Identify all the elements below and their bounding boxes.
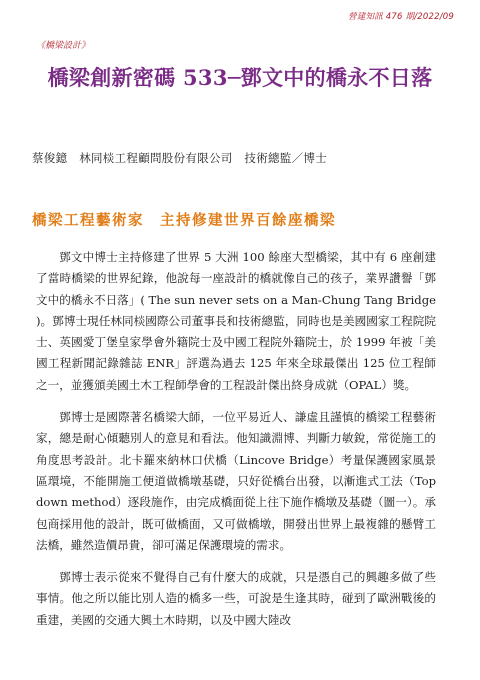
issue-reference: 營建知訊 476 期/2022/09 (348, 12, 454, 22)
section-heading: 橋梁工程藝術家 主持修建世界百餘座橋梁 (32, 212, 336, 229)
article-title: 橋梁創新密碼 533─鄧文中的橋永不日落 (47, 65, 433, 90)
body-paragraph: 鄧文中博士主持修建了世界 5 大洲 100 餘座大型橋梁，其中有 6 座創建了當時橋梁的世界紀錄，他說每一座設計的橋就像自己的孩子，業界讚譽「鄧文中的橋永不日落」( The sun never sets on a Man-Chung Tang Bridge )。鄧博士現任林同棪國際公司董事長和技術總監，同時也是美國國家工程院院士、英國愛丁堡皇家學會外籍院士及中國工程院外籍院士，於 1999 年被「美國工程新聞記錄雜誌 ENR」評選為過去 125 年來全球最傑出 125 位工程師之一，並獲頒美國土木工程師學會的工程設計傑出終身成就（OPAL）獎。 (36, 250, 437, 392)
author-line: 蔡俊鐿 林同棪工程顧問股份有限公司 技術總監／博士 (32, 151, 327, 165)
body-paragraph: 鄧博士表示從來不覺得自己有什麼大的成就，只是憑自己的興趣多做了些事情。他之所以能比別人造的橋多一些，可說是生逢其時，碰到了歐洲戰後的重建，美國的交通大興土木時期，以及中國大陸改 (36, 570, 436, 627)
category-label: 《橋梁設計》 (36, 41, 91, 51)
article-body (36, 247, 436, 642)
body-paragraph: 鄧博士是國際著名橋梁大師，一位平易近人、謙虛且謹慎的橋梁工程藝術家，總是耐心傾聽別人的意見和看法。他知識淵博、判斷力敏銳，常從施工的角度思考設計。北卡羅來納林口伏橋（Lincove Bridge）考量保護國家風景區環境，不能開施工便道做橋墩基礎，只好從橋台出發，以漸進式工法（Top down method）逐段施作，由完成橋面從上往下施作橋墩及基礎（圖一）。承包商採用他的設計，既可做橋面，又可做橋墩，開發出世界上最複雜的懸臂工法橋，雖然造價昂貴，卻可滿足保護環境的需求。 (36, 410, 436, 552)
